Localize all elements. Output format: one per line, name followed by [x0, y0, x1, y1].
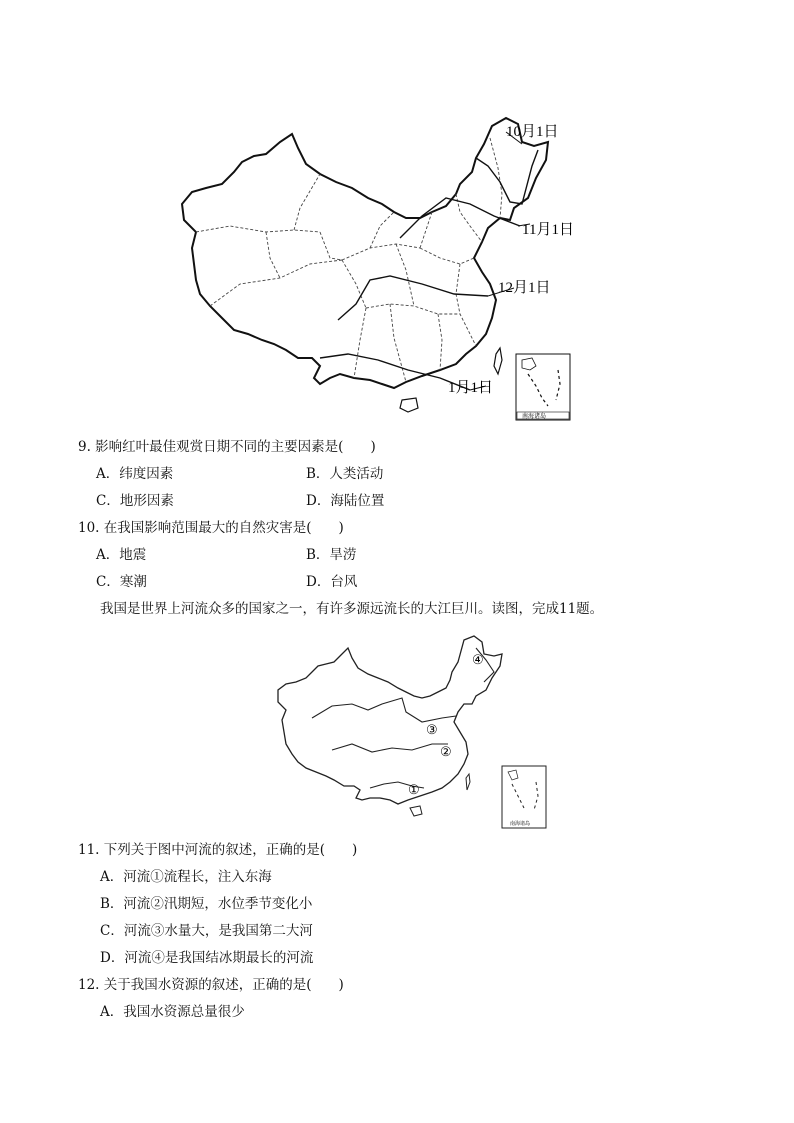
river-intro-text: 我国是世界上河流众多的国家之一，有许多源远流长的大江巨川。读图，完成11题。 — [100, 601, 604, 617]
label-jan-1: 1月1日 — [448, 380, 494, 396]
q10-option-b: B．旱涝 — [306, 547, 357, 563]
q9-option-d: D．海陆位置 — [306, 493, 385, 509]
south-china-sea-inset-2 — [502, 766, 546, 828]
q9-option-c: C．地形因素 — [96, 493, 174, 509]
hainan-island — [400, 398, 418, 412]
q10-stem: 10. 在我国影响范围最大的自然灾害是( ) — [78, 520, 344, 536]
map-china-isochrones — [170, 108, 600, 426]
inset-label-2: 南海诸岛 — [510, 822, 531, 827]
label-dec-1: 12月1日 — [498, 280, 551, 296]
isoline-dec-1 — [338, 276, 488, 320]
q11-option-c: C．河流③水量大，是我国第二大河 — [100, 923, 313, 939]
map-red-leaf-dates — [170, 108, 600, 426]
river-label-1: ① — [408, 782, 420, 797]
q10-option-d: D．台风 — [306, 574, 358, 590]
isochrone-lines — [320, 150, 538, 390]
rivers — [312, 648, 494, 788]
south-china-sea-inset — [516, 354, 570, 420]
map-china-rivers — [272, 632, 552, 832]
q9-option-b: B．人类活动 — [306, 466, 384, 482]
label-nov-1: 11月1日 — [522, 222, 574, 238]
taiwan-island — [494, 348, 502, 374]
china-outline-2 — [278, 636, 502, 804]
river-label-3: ③ — [426, 722, 438, 737]
q9-stem: 9. 影响红叶最佳观赏日期不同的主要因素是( ) — [78, 439, 376, 455]
river-label-4: ④ — [472, 652, 484, 667]
q11-option-d: D．河流④是我国结冰期最长的河流 — [100, 950, 314, 966]
q11-stem: 11. 下列关于图中河流的叙述，正确的是( ) — [78, 842, 358, 858]
label-oct-1: 10月1日 — [506, 124, 559, 140]
q11-option-a: A．河流①流程长，注入东海 — [100, 869, 272, 885]
taiwan-island-2 — [466, 774, 470, 790]
q9-option-a: A．纬度因素 — [96, 466, 174, 482]
q11-option-b: B．河流②汛期短，水位季节变化小 — [100, 896, 313, 912]
china-outline — [182, 118, 548, 388]
q10-option-a: A．地震 — [96, 547, 147, 563]
river-label-2: ② — [440, 744, 452, 759]
q10-option-c: C．寒潮 — [96, 574, 147, 590]
river-3-path — [312, 698, 456, 722]
hainan-island-2 — [410, 806, 422, 816]
river-2-path — [332, 744, 448, 752]
inset-label: 南海诸岛 — [522, 414, 547, 420]
q12-stem: 12. 关于我国水资源的叙述，正确的是( ) — [78, 977, 344, 993]
map-rivers-svg — [272, 632, 552, 832]
q12-option-a: A．我国水资源总量很少 — [100, 1004, 245, 1020]
province-boundaries — [196, 138, 502, 382]
